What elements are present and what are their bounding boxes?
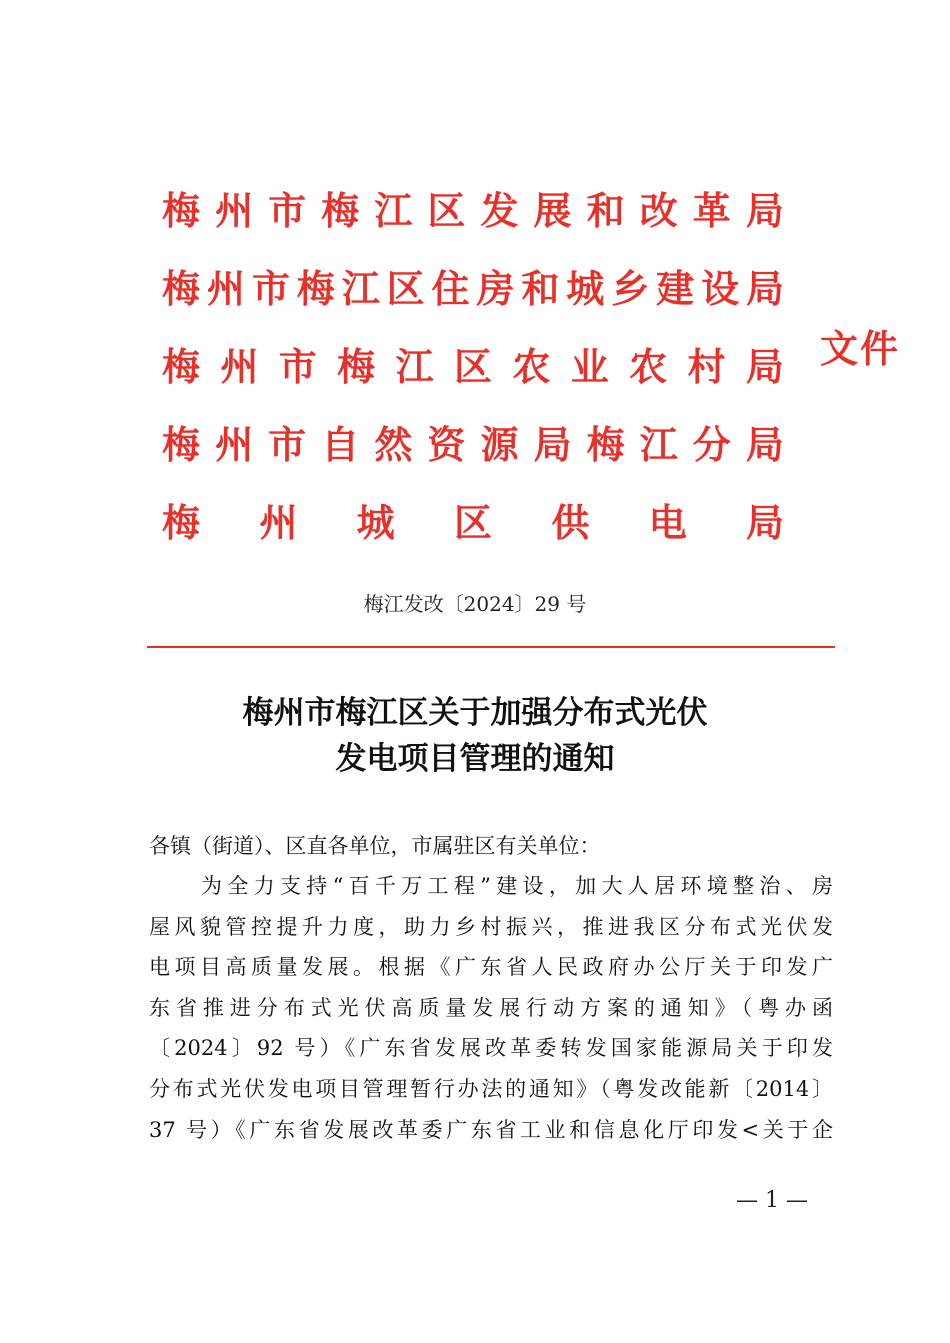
agency-char: 梅 [296,267,335,311]
document-number: 梅江发改〔2024〕29 号 [363,592,587,616]
agency-char: 州 [259,501,298,545]
agency-line [162,172,784,250]
agency-char: 局 [745,501,784,545]
agency-char: 市 [278,345,317,389]
agency-char: 发 [480,189,519,233]
agency-char: 江 [374,189,413,233]
agency-char: 展 [533,189,572,233]
agency-char: 州 [215,189,254,233]
agency-char: 梅 [162,501,201,545]
agency-char: 区 [386,267,425,311]
agency-char: 市 [251,267,290,311]
body-line: 电项目高质量发展。根据《广东省人民政府办公厅关于印发广 [149,955,833,980]
issuing-agencies [162,172,784,562]
agency-char: 村 [687,345,726,389]
agency-char: 局 [533,423,572,467]
agency-char: 乡 [611,267,650,311]
agency-char: 城 [566,267,605,311]
agency-char: 州 [220,345,259,389]
agency-char: 局 [745,345,784,389]
agency-char: 江 [341,267,380,311]
title-line-2: 发电项目管理的通知 [335,741,615,777]
agency-char: 建 [656,267,695,311]
body-line: 〔2024〕92 号）《广东省发展改革委转发国家能源局关于印发 [149,1036,833,1061]
agency-char: 和 [586,189,625,233]
salutation: 各镇（街道）、区直各单位，市属驻区有关单位： [149,834,601,858]
agency-char: 农 [512,345,551,389]
document-label: 文件 [820,327,901,371]
agency-char: 区 [453,501,492,545]
agency-char: 业 [570,345,609,389]
agency-char: 梅 [162,267,201,311]
agency-char: 源 [480,423,519,467]
agency-line [162,328,784,406]
agency-line [162,250,784,328]
page-number: — 1 — [736,1188,808,1213]
agency-char: 设 [701,267,740,311]
agency-char: 梅 [162,189,201,233]
agency-char: 电 [648,501,687,545]
agency-char: 梅 [586,423,625,467]
agency-char: 改 [639,189,678,233]
agency-char: 供 [551,501,590,545]
agency-char: 分 [692,423,731,467]
body-line: 分布式光伏发电项目管理暂行办法的通知》（粤发改能新〔2014〕 [149,1076,833,1101]
agency-char: 和 [521,267,560,311]
agency-char: 梅 [321,189,360,233]
agency-char: 江 [639,423,678,467]
agency-char: 梅 [162,345,201,389]
body-line: 东省推进分布式光伏高质量发展行动方案的通知》（粤办函 [149,995,833,1020]
red-divider [147,646,835,648]
agency-char: 房 [476,267,515,311]
agency-char: 局 [745,267,784,311]
agency-char: 资 [427,423,466,467]
agency-char: 局 [745,189,784,233]
document-title [0,690,950,782]
body-line: 为全力支持“百千万工程”建设，加大人居环境整治、房 [201,874,833,898]
agency-line [162,406,784,484]
agency-char: 农 [629,345,668,389]
body-line: 37 号）《广东省发展改革委广东省工业和信息化厅印发<关于企 [149,1117,833,1142]
agency-char: 住 [431,267,470,311]
agency-char: 江 [395,345,434,389]
agency-char: 区 [453,345,492,389]
agency-char: 梅 [337,345,376,389]
agency-char: 区 [427,189,466,233]
body-line: 屋风貌管控提升力度，助力乡村振兴，推进我区分布式光伏发 [149,914,833,939]
agency-char: 自 [321,423,360,467]
agency-char: 市 [268,423,307,467]
agency-char: 梅 [162,423,201,467]
agency-char: 局 [745,423,784,467]
agency-char: 州 [206,267,245,311]
title-line-1: 梅州市梅江区关于加强分布式光伏 [242,695,708,731]
agency-char: 城 [356,501,395,545]
agency-line [162,484,784,562]
agency-char: 州 [215,423,254,467]
body-text [149,866,833,1150]
agency-char: 然 [374,423,413,467]
agency-char: 革 [692,189,731,233]
agency-char: 市 [268,189,307,233]
